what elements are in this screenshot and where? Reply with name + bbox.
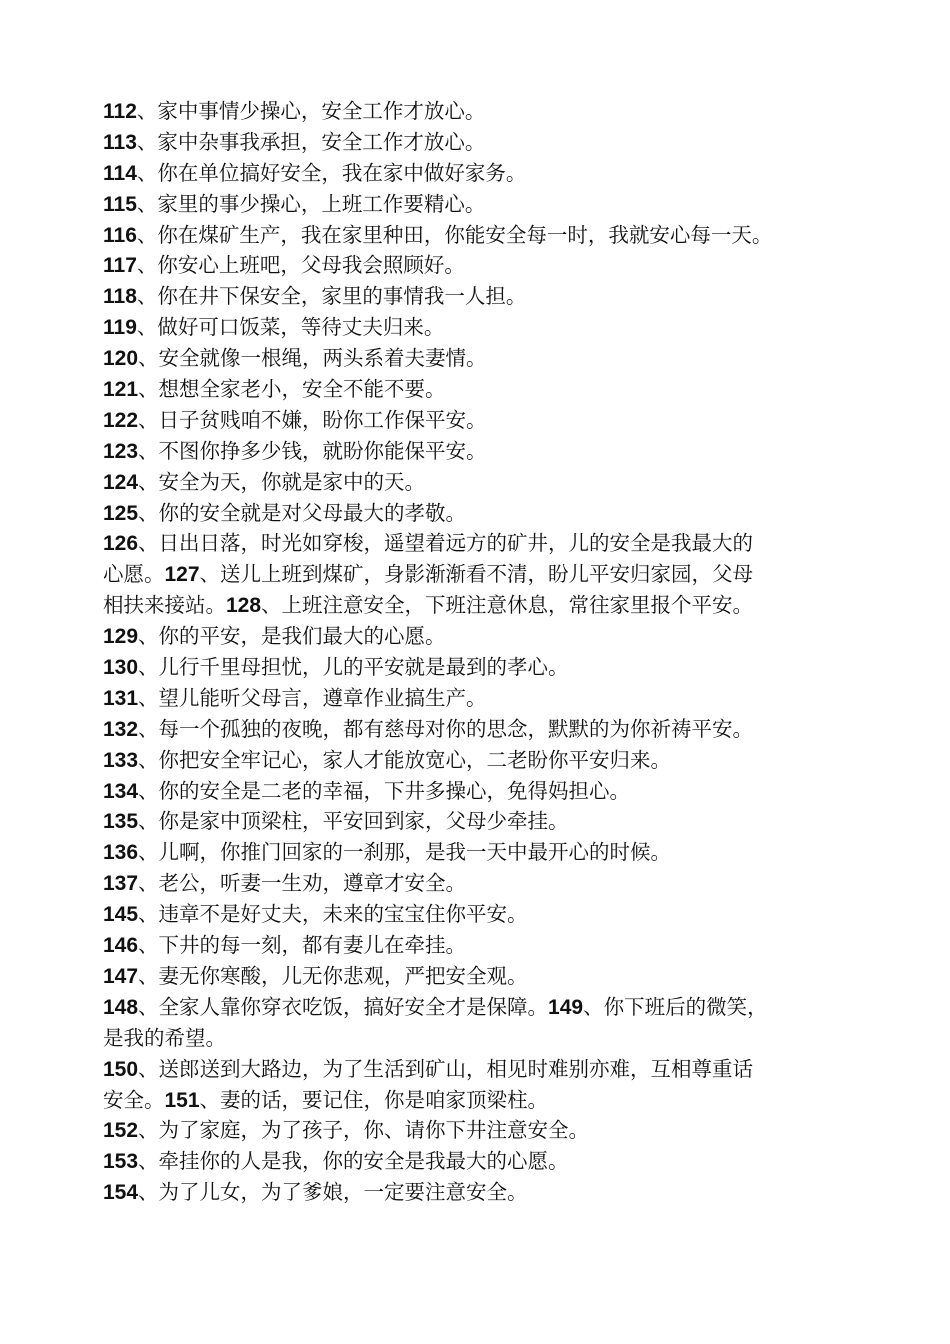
item-text: 、望儿能听父母言，遵章作业搞生产。 (138, 685, 487, 710)
document-line (103, 1177, 863, 1208)
document-line (103, 683, 863, 714)
item-number: 145 (103, 903, 139, 927)
item-number: 113 (103, 130, 137, 154)
item-text: 、你的安全是二老的幸福，下井多操心，免得妈担心。 (138, 778, 631, 803)
document-line (103, 158, 863, 189)
item-text: 、儿行千里母担忧，儿的平安就是最到的孝心。 (138, 655, 569, 680)
item-number: 133 (103, 748, 139, 772)
item-number: 116 (103, 223, 137, 247)
document-line (103, 436, 863, 467)
item-number: 147 (103, 964, 139, 988)
item-number: 127 (164, 563, 200, 587)
document-line (103, 498, 863, 529)
item-number: 148 (103, 995, 139, 1019)
document-page (103, 96, 863, 1208)
document-line (103, 1054, 863, 1085)
item-text: 、你在井下保安全，家里的事情我一人担。 (136, 284, 527, 309)
item-text: 、家里的事少操心，上班工作要精心。 (136, 191, 486, 216)
document-line (103, 1023, 863, 1054)
item-number: 125 (103, 501, 139, 525)
item-number: 129 (103, 625, 139, 649)
item-number: 136 (103, 841, 139, 865)
item-number: 117 (103, 254, 137, 278)
item-text: 、安全为天，你就是家中的天。 (138, 469, 426, 494)
item-text: 、不图你挣多少钱，就盼你能保平安。 (138, 438, 487, 463)
item-number: 118 (103, 285, 137, 309)
document-line (103, 621, 863, 652)
item-number: 151 (164, 1088, 200, 1112)
item-text: 是我的希望。 (103, 1025, 226, 1050)
item-text: 、日子贫贱咱不嫌，盼你工作保平安。 (138, 407, 487, 432)
item-text: 、儿啊，你推门回家的一刹那，是我一天中最开心的时候。 (138, 840, 672, 865)
item-text: 、做好可口饭菜，等待丈夫归来。 (136, 315, 445, 340)
item-number: 154 (103, 1181, 139, 1205)
item-text: 、违章不是好丈夫，未来的宝宝住你平安。 (138, 902, 528, 927)
document-line (103, 806, 863, 837)
item-number: 131 (103, 686, 139, 710)
document-line (103, 745, 863, 776)
document-line (103, 992, 863, 1023)
document-line (103, 776, 863, 807)
document-line (103, 714, 863, 745)
item-text: 、全家人靠你穿衣吃饭，搞好安全才是保障。 (138, 994, 549, 1019)
document-line (103, 899, 863, 930)
item-text: 、你安心上班吧，父母我会照顾好。 (136, 253, 465, 278)
item-number: 122 (103, 408, 139, 432)
item-text: 、为了家庭，为了孩子，你、请你下井注意安全。 (138, 1118, 590, 1143)
item-text: 、为了儿女，为了爹娘，一定要注意安全。 (138, 1180, 528, 1205)
item-text: 、每一个孤独的夜晚，都有慈母对你的思念，默默的为你祈祷平安。 (138, 716, 754, 741)
item-text: 、你的平安，是我们最大的心愿。 (138, 624, 446, 649)
document-line (103, 312, 863, 343)
item-number: 121 (103, 378, 139, 402)
item-number: 114 (103, 161, 137, 185)
item-number: 123 (103, 439, 139, 463)
item-text: 安全。 (103, 1087, 165, 1112)
item-number: 135 (103, 810, 139, 834)
item-text: 、你把安全牢记心，家人才能放宽心，二老盼你平安归来。 (138, 747, 672, 772)
item-text: 、想想全家老小，安全不能不要。 (138, 377, 446, 402)
item-text: 相扶来接站。 (103, 593, 226, 618)
item-text: 、上班注意安全，下班注意休息，常往家里报个平安。 (261, 593, 754, 618)
item-number: 126 (103, 532, 139, 556)
item-text: 、你下班后的微笑， (583, 994, 768, 1019)
document-line (103, 868, 863, 899)
item-number: 153 (103, 1150, 139, 1174)
document-line (103, 343, 863, 374)
document-line (103, 405, 863, 436)
item-text: 、安全就像一根绳，两头系着夫妻情。 (138, 346, 487, 371)
item-text: 、你是家中顶梁柱，平安回到家，父母少牵挂。 (138, 809, 569, 834)
document-line (103, 189, 863, 220)
item-text: 、老公，听妻一生劝，遵章才安全。 (138, 871, 467, 896)
document-line (103, 590, 863, 621)
item-number: 152 (103, 1119, 139, 1143)
item-number: 132 (103, 717, 139, 741)
item-number: 137 (103, 872, 139, 896)
document-line (103, 281, 863, 312)
item-number: 146 (103, 934, 139, 958)
document-line (103, 528, 863, 559)
document-line (103, 930, 863, 961)
item-text: 、日出日落，时光如穿梭，遥望着远方的矿井，儿的安全是我最大的 (138, 531, 754, 556)
item-number: 150 (103, 1057, 139, 1081)
item-number: 119 (103, 316, 137, 340)
item-text: 、你的安全就是对父母最大的孝敬。 (138, 500, 467, 525)
document-line (103, 1115, 863, 1146)
document-line (103, 250, 863, 281)
document-line (103, 1146, 863, 1177)
item-text: 、牵挂你的人是我，你的安全是我最大的心愿。 (138, 1149, 569, 1174)
item-text: 、妻的话，要记住，你是咱家顶梁柱。 (199, 1087, 549, 1112)
document-line (103, 96, 863, 127)
item-number: 128 (226, 594, 262, 618)
item-text: 、你在单位搞好安全，我在家中做好家务。 (136, 160, 527, 185)
item-text: 、下井的每一刻，都有妻儿在牵挂。 (138, 933, 467, 958)
item-text: 心愿。 (103, 562, 165, 587)
document-line (103, 559, 863, 590)
item-text: 、你在煤矿生产，我在家里种田，你能安全每一时，我就安心每一天。 (136, 222, 773, 247)
item-number: 124 (103, 470, 139, 494)
item-text: 、家中事情少操心，安全工作才放心。 (136, 99, 486, 123)
document-line (103, 1085, 863, 1116)
item-text: 、家中杂事我承担，安全工作才放心。 (136, 129, 486, 154)
item-number: 115 (103, 192, 137, 216)
item-text: 、送儿上班到煤矿，身影渐渐看不清，盼儿平安归家园，父母 (199, 562, 754, 587)
document-line (103, 961, 863, 992)
item-text: 、妻无你寒酸，儿无你悲观，严把安全观。 (138, 963, 528, 988)
item-number: 134 (103, 779, 139, 803)
item-text: 、送郎送到大路边，为了生活到矿山，相见时难别亦难，互相尊重话 (138, 1056, 754, 1081)
item-number: 112 (103, 100, 137, 123)
item-number: 120 (103, 347, 139, 371)
document-line (103, 220, 863, 251)
document-line (103, 652, 863, 683)
item-number: 149 (548, 995, 584, 1019)
document-line (103, 837, 863, 868)
document-line (103, 467, 863, 498)
document-line (103, 374, 863, 405)
document-line (103, 127, 863, 158)
item-number: 130 (103, 656, 139, 680)
